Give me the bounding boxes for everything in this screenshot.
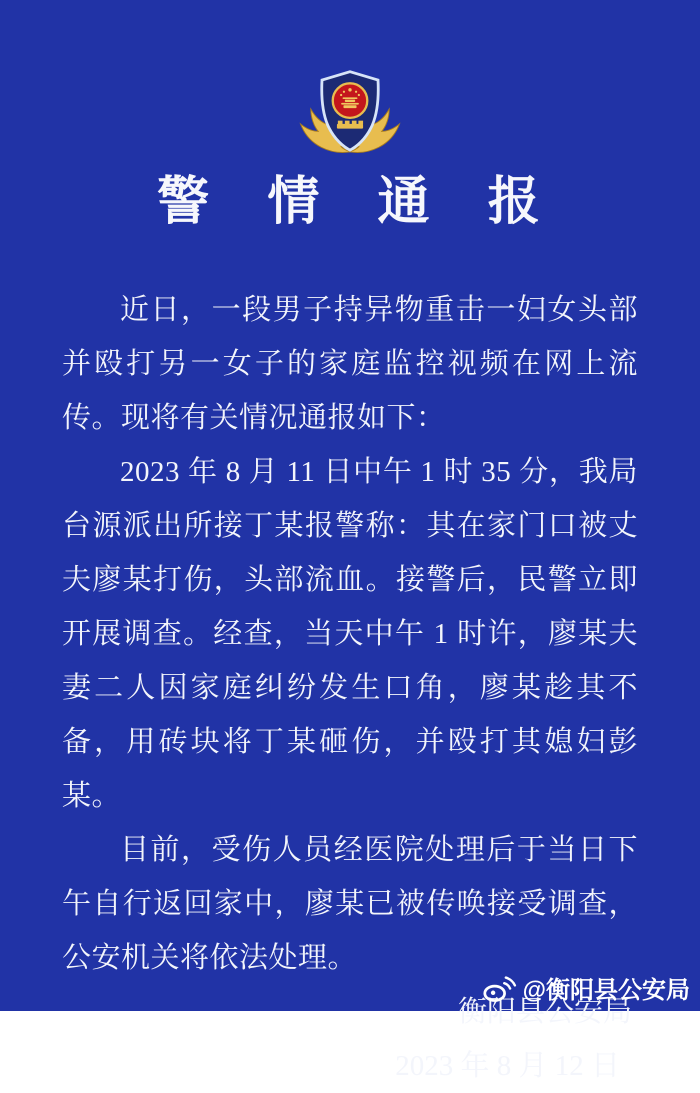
notice-paragraph-1: 近日，一段男子持异物重击一妇女头部并殴打另一女子的家庭监控视频在网上流传。现将有关情况通报如下： <box>62 294 638 435</box>
badge-area <box>0 0 700 158</box>
signature-agency: 衡阳县公安局 <box>457 996 632 1029</box>
notice-title: 警 情 通 报 <box>157 174 543 231</box>
watermark-text: @衡阳县公安局 <box>522 977 690 1004</box>
notice-paragraph-3: 目前，受伤人员经医院处理后于当日下午自行返回家中，廖某已被传唤接受调查，公安机关将依法处理。 <box>62 834 638 975</box>
weibo-icon <box>483 974 517 1002</box>
police-badge-emblem-icon <box>294 60 406 158</box>
weibo-watermark <box>483 970 690 1005</box>
signature-date: 2023 年 8 月 12 日 <box>395 1050 620 1083</box>
notice-body <box>62 283 638 985</box>
notice-paragraph-2: 2023 年 8 月 11 日中午 1 时 35 分，我局台源派出所接丁某报警称：其在家门口被丈夫廖某打伤，头部流血。接警后，民警立即开展调查。经查，当天中午 1 时许，廖某夫妻二人因家庭纠纷发生口角，廖某趁其不备，用砖块将丁某砸伤，并殴打其媳妇彭某。 <box>62 456 638 813</box>
